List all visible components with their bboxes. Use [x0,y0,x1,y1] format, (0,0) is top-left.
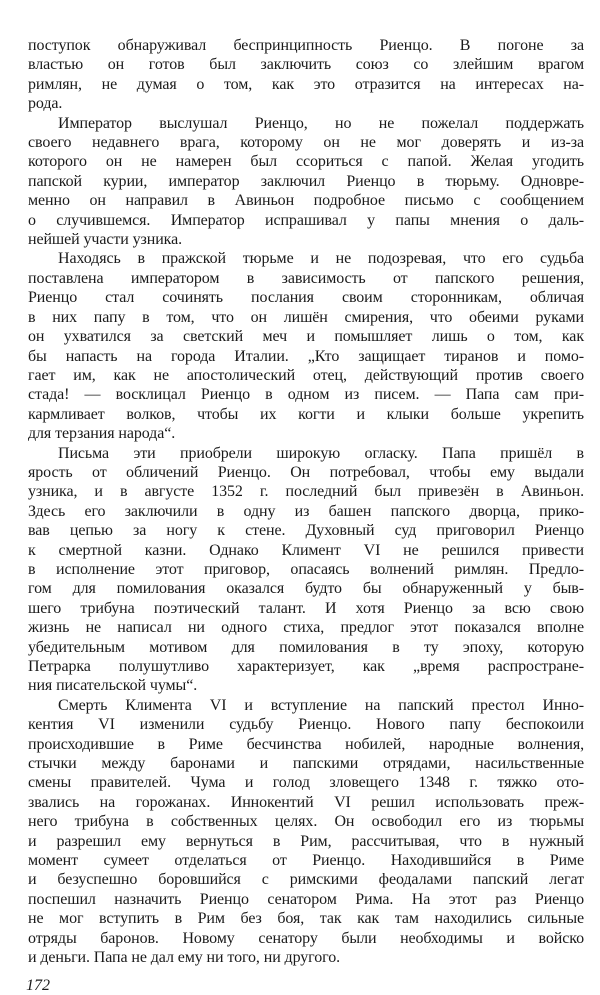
text-line: ния писательской чумы“. [28,677,198,695]
text-line: не мог вступить в Рим без боя, так как там находились сильные [28,910,584,928]
text-line: вав цепью за ногу к стене. Духовный суд приговорил Риенцо [28,522,584,540]
text-line: убедительным мотивом для помилования в ту эпоху, которую [28,638,584,656]
text-line: в них папу в том, что он лишён смирения, что обеими руками [28,308,584,326]
text-line: Петрарка полушутливо характеризует, как „время распростране- [28,658,584,675]
text-line: в исполнение этот приговор, опасаясь волнений римлян. Предло- [28,560,584,578]
text-line: поступок обнаруживал беспринципность Риенцо. В погоне за [28,37,584,54]
paragraph [28,114,584,250]
text-line: Риенцо стал сочинять послания своим сторонникам, обличая [28,289,584,307]
text-line: бы напасть на города Италии. „Кто защищает тиранов и помо- [28,347,584,365]
text-line: поставлена императором в зависимость от папского решения, [28,269,584,287]
text-line: гом для помилования оказался будто бы обнаруженный у быв- [28,580,584,598]
text-line: и разрешил ему вернуться в Рим, рассчитывая, что в нужный [28,832,584,850]
text-line: Смерть Климента VI и вступление на папский престол Инно- [58,696,584,714]
text-line: смены правителей. Чума и голод зловещего 1348 г. тяжко ото- [28,774,584,792]
paragraph [28,36,584,114]
text-line: папской курии, император заключил Риенцо в тюрьму. Одновре- [28,172,584,190]
text-line: своего недавнего врага, которому он не мог доверять и из-за [28,134,584,152]
text-line: момент сумеет отделаться от Риенцо. Находившийся в Риме [28,852,584,870]
text-line: властью он готов был заключить союз со злейшим врагом [28,56,584,74]
text-line: гает им, как не апостолический отец, действующий против своего [28,366,584,384]
text-line: к смертной казни. Однако Климент VI не решился привести [28,541,584,559]
body-text [28,36,584,968]
text-line: отряды баронов. Новому сенатору были необходимы и войско [28,929,584,947]
text-line: жизнь не написал ни одного стиха, предлог этот показался вполне [28,619,584,637]
text-line: кентия VI изменили судьбу Риенцо. Нового папу беспокоили [28,716,584,734]
text-line: происходившие в Риме бесчинства нобилей, народные волнения, [28,735,584,753]
page-number: 172 [26,976,50,994]
text-line: которого он не намерен был ссориться с папой. Желая угодить [28,153,584,171]
text-line: шего трибуна поэтический талант. И хотя Риенцо за всю свою [28,599,584,617]
text-line: Император выслушал Риенцо, но не пожелал поддержать [58,114,584,132]
text-line: Находясь в пражской тюрьме и не подозревая, что его судьба [58,250,584,268]
text-line: для терзания народа“. [28,425,176,443]
text-line: рода. [28,95,63,113]
text-line: он ухватился за светский меч и помышляет лишь о том, как [28,328,584,346]
paragraph [28,696,584,968]
paragraph [28,249,584,443]
text-line: Письма эти приобрели широкую огласку. Папа пришёл в [58,444,584,462]
text-line: менно он направил в Авиньон подробное письмо с сообщением [28,192,584,210]
text-line: ярость от обличений Риенцо. Он потребовал, чтобы ему выдали [28,463,584,481]
paragraph [28,444,584,696]
text-line: него трибуна в собственных целях. Он освободил его из тюрьмы [28,813,584,831]
text-line: и деньги. Папа не дал ему ни того, ни другого. [28,949,341,967]
text-line: Здесь его заключили в одну из башен папского дворца, прико- [28,502,584,520]
text-line: стада! — восклицал Риенцо в одном из писем. — Папа сам при- [28,386,584,404]
text-line: нейшей участи узника. [28,231,182,249]
text-line: и безуспешно боровшийся с римскими феодалами папский легат [28,871,584,889]
text-line: стычки между баронами и папскими отрядами, насильственные [28,755,584,773]
text-line: римлян, не думая о том, как это отразится на интересах на- [28,75,584,93]
text-line: узника, и в августе 1352 г. последний был привезён в Авиньон. [28,483,584,501]
text-line: кармливает волков, чтобы их когти и клыки больше укрепить [28,405,584,423]
text-line: о случившемся. Император испрашивал у папы мнения о даль- [28,211,584,229]
text-line: звались на горожанах. Иннокентий VI решил использовать преж- [28,793,584,811]
text-line: поспешил назначить Риенцо сенатором Рима. На этот раз Риенцо [28,890,584,908]
